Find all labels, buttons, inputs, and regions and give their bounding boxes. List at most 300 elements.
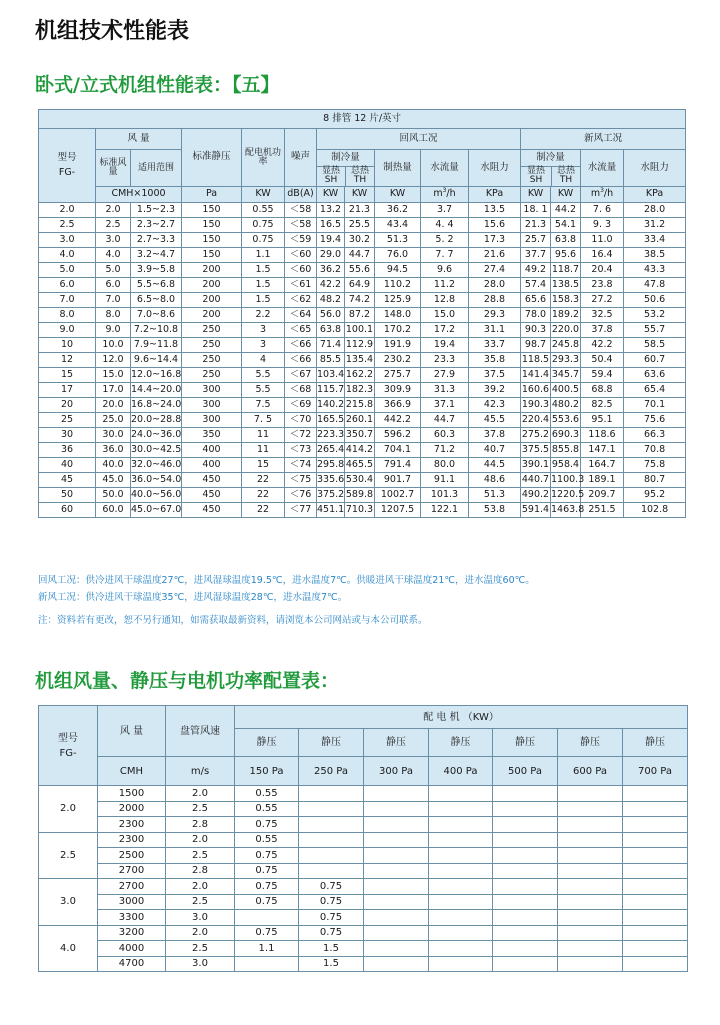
cell-fresh-water-flow: 27.2 <box>581 293 624 308</box>
static-pressure-value: 400 Pa <box>429 757 493 786</box>
cell-return-water-flow: 17.2 <box>421 323 469 338</box>
cell-motor-150pa: 1.1 <box>235 941 299 957</box>
cell-motor-empty <box>558 848 623 864</box>
unit-return-th: KW <box>345 187 375 203</box>
cell-noise: ＜70 <box>285 413 317 428</box>
return-heating-header: 制热量 <box>375 150 421 187</box>
cell-return-th: 55.6 <box>345 263 375 278</box>
cell-motor-250pa <box>299 832 364 848</box>
cell-fresh-water-flow: 59.4 <box>581 368 624 383</box>
cell-return-sh: 36.2 <box>317 263 345 278</box>
cell-fresh-water-flow: 251.5 <box>581 503 624 518</box>
cell-motor-empty <box>429 848 493 864</box>
cell-fresh-water-flow: 32.5 <box>581 308 624 323</box>
static-pressure-value: 250 Pa <box>299 757 364 786</box>
cell-motor-empty <box>623 894 688 910</box>
cell-model: 30 <box>39 428 96 443</box>
cell-motor-empty <box>558 786 623 802</box>
cell-motor-power: 1.5 <box>242 278 285 293</box>
cell-noise: ＜62 <box>285 293 317 308</box>
cell-fresh-sh: 190.3 <box>521 398 551 413</box>
cell-motor-empty <box>493 832 558 848</box>
cell-return-heat: 596.2 <box>375 428 421 443</box>
cell-return-th: 260.1 <box>345 413 375 428</box>
cell-fresh-water-flow: 118.6 <box>581 428 624 443</box>
cell-return-sh: 63.8 <box>317 323 345 338</box>
cell-noise: ＜76 <box>285 488 317 503</box>
cell-fresh-water-res: 50.6 <box>624 293 686 308</box>
table-row <box>39 786 688 802</box>
cell-motor-empty <box>429 832 493 848</box>
cell-airflow: 2000 <box>98 801 166 817</box>
cell-return-th: 162.2 <box>345 368 375 383</box>
cell-motor-150pa <box>235 910 299 926</box>
cell-motor-empty <box>364 832 429 848</box>
cell-fresh-water-flow: 20.4 <box>581 263 624 278</box>
cell-airflow: 2300 <box>98 817 166 833</box>
cell-fresh-water-res: 47.8 <box>624 278 686 293</box>
cell-motor-power: 7.5 <box>242 398 285 413</box>
cell-std-airflow: 8.0 <box>96 308 131 323</box>
cell-model: 8.0 <box>39 308 96 323</box>
cell-motor-250pa <box>299 801 364 817</box>
cell-return-water-res: 27.4 <box>469 263 521 278</box>
cell-return-water-flow: 60.3 <box>421 428 469 443</box>
cell-motor-empty <box>429 863 493 879</box>
cell-airflow-range: 36.0~54.0 <box>131 473 182 488</box>
cell-return-sh: 48.2 <box>317 293 345 308</box>
return-sh-header: 显热SH <box>317 167 346 186</box>
cell-static-pressure: 150 <box>182 248 242 263</box>
cell-model: 2.0 <box>39 786 98 833</box>
page-title: 机组技术性能表 <box>35 19 190 44</box>
cell-fresh-water-res: 58.5 <box>624 338 686 353</box>
cell-motor-250pa <box>299 863 364 879</box>
cell-return-water-flow: 71.2 <box>421 443 469 458</box>
cell-return-water-res: 53.8 <box>469 503 521 518</box>
cell-std-airflow: 2.0 <box>96 203 131 218</box>
cell-airflow-range: 20.0~28.8 <box>131 413 182 428</box>
cell-return-th: 44.7 <box>345 248 375 263</box>
cell-return-water-flow: 27.9 <box>421 368 469 383</box>
cell-motor-empty <box>493 817 558 833</box>
cell-motor-empty <box>493 894 558 910</box>
cell-model: 6.0 <box>39 278 96 293</box>
cell-motor-150pa: 0.75 <box>235 848 299 864</box>
cell-airflow-range: 45.0~67.0 <box>131 503 182 518</box>
cell-fresh-sh: 490.2 <box>521 488 551 503</box>
cell-return-th: 589.8 <box>345 488 375 503</box>
cell-fresh-sh: 57.4 <box>521 278 551 293</box>
noise-header: 噪声 <box>285 129 317 187</box>
cell-return-water-res: 15.6 <box>469 218 521 233</box>
cell-return-water-res: 28.8 <box>469 293 521 308</box>
cell-motor-power: 22 <box>242 503 285 518</box>
table-row <box>39 233 686 248</box>
cell-return-water-flow: 3.7 <box>421 203 469 218</box>
cell-return-sh: 71.4 <box>317 338 345 353</box>
cell-return-th: 182.3 <box>345 383 375 398</box>
cell-return-heat: 309.9 <box>375 383 421 398</box>
fresh-sh-header: 显热SH <box>521 167 552 186</box>
cell-return-water-res: 13.5 <box>469 203 521 218</box>
cell-model: 3.0 <box>39 879 98 926</box>
cell-return-water-flow: 7. 7 <box>421 248 469 263</box>
static-pressure-label: 静压 <box>364 729 429 757</box>
table-row <box>39 941 688 957</box>
cell-fresh-th: 138.5 <box>551 278 581 293</box>
cell-coil-speed: 2.0 <box>166 786 235 802</box>
cell-motor-power: 22 <box>242 488 285 503</box>
cell-return-sh: 223.3 <box>317 428 345 443</box>
cell-fresh-water-flow: 82.5 <box>581 398 624 413</box>
table-row <box>39 308 686 323</box>
cell-return-th: 135.4 <box>345 353 375 368</box>
cell-model: 12 <box>39 353 96 368</box>
cell-std-airflow: 10.0 <box>96 338 131 353</box>
cell-motor-empty <box>429 910 493 926</box>
section-title-performance: 卧式/立式机组性能表：【五】 <box>35 74 280 96</box>
cell-return-water-flow: 5. 2 <box>421 233 469 248</box>
cell-motor-power: 5.5 <box>242 383 285 398</box>
cell-std-airflow: 12.0 <box>96 353 131 368</box>
cell-static-pressure: 200 <box>182 263 242 278</box>
cell-fresh-sh: 275.2 <box>521 428 551 443</box>
cell-motor-empty <box>558 894 623 910</box>
return-cooling-header <box>317 150 375 187</box>
cell-motor-empty <box>623 786 688 802</box>
model-prefix: FG- <box>58 166 76 178</box>
table-row <box>39 428 686 443</box>
cell-return-sh: 19.4 <box>317 233 345 248</box>
cell-return-th: 87.2 <box>345 308 375 323</box>
cell-fresh-th: 293.3 <box>551 353 581 368</box>
cell-motor-empty <box>364 817 429 833</box>
cell-motor-empty <box>558 863 623 879</box>
cell-static-pressure: 150 <box>182 203 242 218</box>
cell-noise: ＜60 <box>285 248 317 263</box>
table-row <box>39 925 688 941</box>
cell-motor-power: 1.1 <box>242 248 285 263</box>
fan-model-prefix: FG- <box>59 747 77 759</box>
cell-fresh-sh: 78.0 <box>521 308 551 323</box>
table-row <box>39 398 686 413</box>
cell-fresh-th: 44.2 <box>551 203 581 218</box>
cell-coil-speed: 2.5 <box>166 848 235 864</box>
cell-motor-empty <box>623 848 688 864</box>
table-row <box>39 879 688 895</box>
table-row <box>39 368 686 383</box>
cell-motor-power: 11 <box>242 428 285 443</box>
cell-motor-empty <box>364 910 429 926</box>
cell-static-pressure: 200 <box>182 278 242 293</box>
cell-return-water-res: 40.7 <box>469 443 521 458</box>
cell-fresh-water-res: 55.7 <box>624 323 686 338</box>
cell-motor-empty <box>429 925 493 941</box>
cell-airflow: 3000 <box>98 894 166 910</box>
cell-motor-150pa: 0.55 <box>235 832 299 848</box>
cell-std-airflow: 36.0 <box>96 443 131 458</box>
static-pressure-value: 300 Pa <box>364 757 429 786</box>
cell-coil-speed: 2.5 <box>166 941 235 957</box>
cell-return-water-flow: 44.7 <box>421 413 469 428</box>
cell-return-th: 25.5 <box>345 218 375 233</box>
cell-motor-empty <box>493 786 558 802</box>
cell-static-pressure: 250 <box>182 368 242 383</box>
fresh-air-header: 新风工况 <box>521 129 686 150</box>
cell-fresh-th: 690.3 <box>551 428 581 443</box>
cell-fresh-th: 245.8 <box>551 338 581 353</box>
unit-return-flow: $m^3/h$ <box>421 187 469 203</box>
cell-return-th: 100.1 <box>345 323 375 338</box>
cell-std-airflow: 60.0 <box>96 503 131 518</box>
cell-return-water-res: 28.0 <box>469 278 521 293</box>
cell-fresh-water-res: 75.6 <box>624 413 686 428</box>
cell-model: 9.0 <box>39 323 96 338</box>
cell-return-th: 465.5 <box>345 458 375 473</box>
cell-fresh-water-flow: 11.0 <box>581 233 624 248</box>
cell-fresh-sh: 65.6 <box>521 293 551 308</box>
cell-motor-empty <box>429 817 493 833</box>
unit-fresh-sh: KW <box>521 187 551 203</box>
cell-motor-power: 0.75 <box>242 233 285 248</box>
table-row <box>39 801 688 817</box>
cell-fresh-water-flow: 37.8 <box>581 323 624 338</box>
cell-model: 17 <box>39 383 96 398</box>
cell-motor-empty <box>429 801 493 817</box>
cell-noise: ＜58 <box>285 203 317 218</box>
unit-fresh-res: KPa <box>624 187 686 203</box>
cell-fresh-sh: 440.7 <box>521 473 551 488</box>
cell-motor-power: 5.5 <box>242 368 285 383</box>
cell-fresh-sh: 220.4 <box>521 413 551 428</box>
cell-fresh-water-flow: 7. 6 <box>581 203 624 218</box>
cell-fresh-water-flow: 16.4 <box>581 248 624 263</box>
cell-return-water-res: 44.5 <box>469 458 521 473</box>
cell-fresh-water-res: 75.8 <box>624 458 686 473</box>
cell-model: 4.0 <box>39 925 98 972</box>
cell-fresh-sh: 49.2 <box>521 263 551 278</box>
cell-noise: ＜61 <box>285 278 317 293</box>
cell-fresh-th: 95.6 <box>551 248 581 263</box>
cell-motor-150pa: 0.75 <box>235 894 299 910</box>
cell-airflow-range: 9.6~14.4 <box>131 353 182 368</box>
cell-return-sh: 375.2 <box>317 488 345 503</box>
cell-std-airflow: 45.0 <box>96 473 131 488</box>
cell-fresh-water-res: 31.2 <box>624 218 686 233</box>
table-row <box>39 413 686 428</box>
cell-return-heat: 275.7 <box>375 368 421 383</box>
cell-return-heat: 230.2 <box>375 353 421 368</box>
cell-return-water-res: 45.5 <box>469 413 521 428</box>
cell-return-water-flow: 9.6 <box>421 263 469 278</box>
cell-fresh-water-res: 70.1 <box>624 398 686 413</box>
cell-return-water-res: 35.8 <box>469 353 521 368</box>
cell-airflow: 2500 <box>98 848 166 864</box>
cell-return-water-flow: 11.2 <box>421 278 469 293</box>
table-row <box>39 278 686 293</box>
cell-return-water-flow: 101.3 <box>421 488 469 503</box>
static-pressure-header: 标准静压 <box>182 129 242 187</box>
cell-airflow: 3200 <box>98 925 166 941</box>
table-row <box>39 956 688 972</box>
fresh-cooling-header <box>521 150 581 187</box>
section-title-fan-config: 机组风量、静压与电机功率配置表： <box>35 670 340 692</box>
cell-std-airflow: 9.0 <box>96 323 131 338</box>
cell-airflow: 3300 <box>98 910 166 926</box>
model-header <box>39 129 96 203</box>
cell-motor-power: 3 <box>242 323 285 338</box>
cell-motor-empty <box>623 910 688 926</box>
static-pressure-value: 600 Pa <box>558 757 623 786</box>
coil-spec-header: 8 排管 12 片/英寸 <box>39 110 686 129</box>
cell-motor-empty <box>493 848 558 864</box>
cell-motor-power: 7. 5 <box>242 413 285 428</box>
cell-return-th: 215.8 <box>345 398 375 413</box>
cell-return-water-res: 48.6 <box>469 473 521 488</box>
cell-return-heat: 791.4 <box>375 458 421 473</box>
cell-motor-empty <box>429 879 493 895</box>
cell-return-heat: 36.2 <box>375 203 421 218</box>
cell-fresh-th: 1463.8 <box>551 503 581 518</box>
cell-motor-empty <box>623 832 688 848</box>
cell-motor-250pa <box>299 817 364 833</box>
table-row <box>39 503 686 518</box>
cell-static-pressure: 300 <box>182 398 242 413</box>
cell-motor-empty <box>623 941 688 957</box>
cell-model: 60 <box>39 503 96 518</box>
table-row <box>39 383 686 398</box>
cell-motor-empty <box>623 879 688 895</box>
cell-return-water-flow: 122.1 <box>421 503 469 518</box>
cell-static-pressure: 250 <box>182 323 242 338</box>
cell-static-pressure: 200 <box>182 293 242 308</box>
cell-motor-250pa: 0.75 <box>299 910 364 926</box>
fan-airflow-header: 风 量 <box>98 706 166 757</box>
cell-motor-empty <box>364 848 429 864</box>
cell-motor-empty <box>364 863 429 879</box>
cell-return-water-flow: 91.1 <box>421 473 469 488</box>
static-pressure-label: 静压 <box>623 729 688 757</box>
cell-return-heat: 43.4 <box>375 218 421 233</box>
cell-airflow-range: 7.9~11.8 <box>131 338 182 353</box>
cell-fresh-sh: 375.5 <box>521 443 551 458</box>
cell-motor-150pa: 0.55 <box>235 801 299 817</box>
cell-motor-empty <box>429 956 493 972</box>
cell-model: 2.5 <box>39 832 98 879</box>
cell-model: 36 <box>39 443 96 458</box>
cell-motor-empty <box>364 894 429 910</box>
cell-return-heat: 442.2 <box>375 413 421 428</box>
cell-return-heat: 366.9 <box>375 398 421 413</box>
cell-airflow-range: 14.4~20.0 <box>131 383 182 398</box>
cell-motor-250pa: 1.5 <box>299 956 364 972</box>
cell-static-pressure: 150 <box>182 233 242 248</box>
cell-return-th: 414.2 <box>345 443 375 458</box>
cell-noise: ＜74 <box>285 458 317 473</box>
cell-return-sh: 85.5 <box>317 353 345 368</box>
cell-fresh-water-flow: 189.1 <box>581 473 624 488</box>
coil-speed-unit: m/s <box>166 757 235 786</box>
cell-std-airflow: 6.0 <box>96 278 131 293</box>
cell-motor-power: 1.5 <box>242 293 285 308</box>
cell-return-sh: 29.0 <box>317 248 345 263</box>
cell-motor-150pa: 0.75 <box>235 817 299 833</box>
cell-motor-empty <box>558 832 623 848</box>
cell-motor-empty <box>493 941 558 957</box>
table-row <box>39 848 688 864</box>
cell-motor-250pa: 0.75 <box>299 879 364 895</box>
cell-std-airflow: 17.0 <box>96 383 131 398</box>
cell-return-heat: 1002.7 <box>375 488 421 503</box>
cell-fresh-sh: 141.4 <box>521 368 551 383</box>
cell-return-water-res: 31.1 <box>469 323 521 338</box>
fan-model-label: 型号 <box>58 732 78 744</box>
cell-return-water-res: 37.8 <box>469 428 521 443</box>
cell-fresh-water-res: 70.8 <box>624 443 686 458</box>
cell-fresh-th: 220.0 <box>551 323 581 338</box>
cell-model: 3.0 <box>39 233 96 248</box>
cell-noise: ＜69 <box>285 398 317 413</box>
cell-return-water-res: 39.2 <box>469 383 521 398</box>
cell-airflow: 2300 <box>98 832 166 848</box>
cell-model: 2.0 <box>39 203 96 218</box>
cell-fresh-th: 553.6 <box>551 413 581 428</box>
cell-return-heat: 191.9 <box>375 338 421 353</box>
cell-static-pressure: 250 <box>182 338 242 353</box>
cell-fresh-sh: 98.7 <box>521 338 551 353</box>
note-disclaimer: 注：资料若有更改，恕不另行通知，如需获取最新资料，请浏览本公司网站或与本公司联系。 <box>38 615 428 626</box>
cell-return-heat: 148.0 <box>375 308 421 323</box>
cell-return-sh: 335.6 <box>317 473 345 488</box>
cell-static-pressure: 450 <box>182 503 242 518</box>
cell-motor-empty <box>493 801 558 817</box>
cell-return-sh: 295.8 <box>317 458 345 473</box>
cell-fresh-water-flow: 95.1 <box>581 413 624 428</box>
cell-fresh-th: 400.5 <box>551 383 581 398</box>
return-cooling-label: 制冷量 <box>317 150 374 167</box>
cell-std-airflow: 20.0 <box>96 398 131 413</box>
cell-coil-speed: 2.0 <box>166 879 235 895</box>
unit-return-res: KPa <box>469 187 521 203</box>
cell-airflow-range: 7.0~8.6 <box>131 308 182 323</box>
table-row <box>39 910 688 926</box>
cell-return-sh: 140.2 <box>317 398 345 413</box>
cell-fresh-water-flow: 147.1 <box>581 443 624 458</box>
cell-model: 4.0 <box>39 248 96 263</box>
cell-return-water-res: 42.3 <box>469 398 521 413</box>
fresh-water-flow-header: 水流量 <box>581 150 624 187</box>
cell-model: 45 <box>39 473 96 488</box>
cell-motor-empty <box>429 941 493 957</box>
cell-fresh-water-flow: 209.7 <box>581 488 624 503</box>
cell-return-sh: 103.4 <box>317 368 345 383</box>
unit-motor: KW <box>242 187 285 203</box>
cell-airflow-range: 12.0~16.8 <box>131 368 182 383</box>
cell-fresh-th: 345.7 <box>551 368 581 383</box>
cell-return-sh: 451.1 <box>317 503 345 518</box>
cell-motor-empty <box>493 879 558 895</box>
table-row <box>39 338 686 353</box>
table-row <box>39 248 686 263</box>
cell-airflow-range: 3.9~5.8 <box>131 263 182 278</box>
cell-fresh-sh: 25.7 <box>521 233 551 248</box>
cell-return-heat: 51.3 <box>375 233 421 248</box>
cell-fresh-sh: 160.6 <box>521 383 551 398</box>
cell-noise: ＜66 <box>285 338 317 353</box>
cell-return-th: 350.7 <box>345 428 375 443</box>
cell-motor-150pa: 0.75 <box>235 863 299 879</box>
